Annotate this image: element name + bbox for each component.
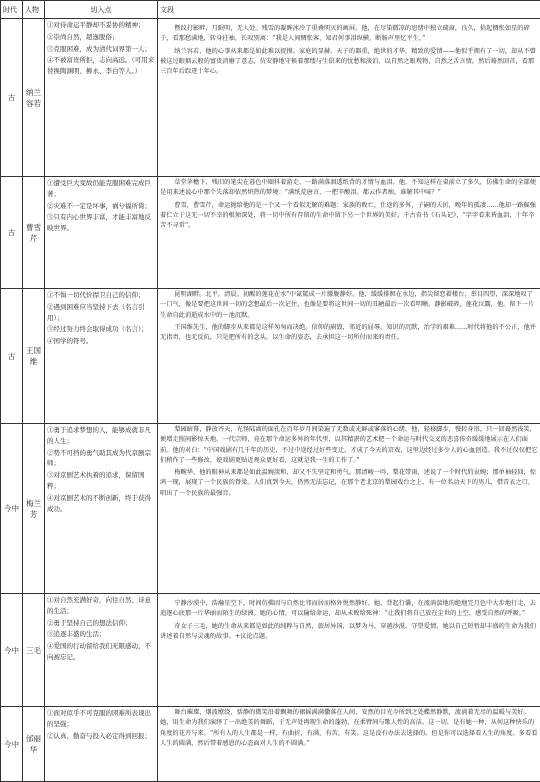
- entry-points-cell: [45, 19, 158, 177]
- passage-paragraph: 舞台璀璨，烟波缭绕，恬静的微笑沿着飘舞的裙摇满满撒落在人间，安然的目光今所到之处蝶然静默，流淌着无尽的温暖与美好。她，用生命为我们演绎了一出绝美的舞蹈，于无声处再现生命的蓬勃，在柔臂间与歌人性的高洁。这一切，是有她一种，从何这种快乐的角度的花开与来。“所有人的人生都是一样，有曲折，有满，有苦，有笑。这是没有办法去选择的。但是你可以选择看人生的角度。多看看人生的圆满，然后带着感恩的心态面对人生的不圆满。”: [160, 708, 538, 749]
- passage-paragraph: 奇女子三毛，她的生命从来都是如此的纯粹与自然，旅居异国，以梦为马，穿越沙漠，守望爱情，她以自己短暂却丰盛的生命为我们讲述着自然与灵魂的故事。+议论点题。: [160, 622, 538, 643]
- table-row: [1, 594, 540, 707]
- header-era: 时代: [1, 1, 23, 19]
- entry-point: ④国学的符号。: [47, 336, 155, 347]
- person-cell: 曹雪芹: [23, 177, 45, 289]
- header-row: [1, 1, 540, 19]
- entry-point: ④不被富贵所拒，志向高远。（可用来替换陶渊明、柳永、李白等人。）: [47, 55, 155, 77]
- passage-paragraph: 梨园暗幕，静放齐天，光怪陆离的面孔在百年岁月间染遍了无数或光鲜或寥落的心绪。他，轻移脚步，慢转身形，只一回蓦然浅笑，便增走照间影惊天地。一代宗师，竟在那个命运多舛的年代里，以其精湛的艺术把一个命运与时代交叉的悲喜传奇缓缓地展示在人们面前。他的对白：“中国戏剧有几千年的历史，不过中途经过好些变迁，才成了今天的京戏，这里边经过多少人的心血创造。我不过仅仅把它们稍作了一些修改，使戏剧更贴近观众更好看，这就是我一生的工作了。”: [160, 425, 538, 466]
- entry-point: ②灾难不一定是坏事，祸兮福所倚；: [47, 201, 155, 212]
- entry-point: ③克服困难，成为清代词界第一人；: [47, 44, 155, 55]
- person-cell: 纳兰容若: [23, 19, 45, 177]
- entry-point: ③经过努力终会取得成功（名言）；: [47, 324, 155, 335]
- era-cell: 古: [1, 289, 23, 424]
- table-row: [1, 707, 540, 782]
- passage-paragraph: 暨纹打影畔，月眠明，无人处。残雪的凝眸冰冷了重叠明灭的画屏。他，在尽染微凉的思绪中独立疏窗，良久，拾起惆怅如星的碎子，看那愁满地，转身拄袖，长叹别离：“我是人间惆怅客，知君何事泪纵横，断肠声里忆平生。”: [160, 24, 538, 45]
- person-cell: 邰丽华: [23, 707, 45, 782]
- passage-cell: [158, 707, 540, 782]
- entry-point: ②崇尚自然，超逸脱俗；: [47, 32, 155, 43]
- entry-point: ②认真、勤奋与投入必定得到回报；: [47, 731, 155, 742]
- person-cell: 三毛: [23, 594, 45, 707]
- entry-point: ②勇于坚持自己的想法信仰；: [47, 618, 155, 629]
- table-row: [1, 19, 540, 177]
- era-cell: 古: [1, 19, 23, 177]
- entry-point: ④对京剧艺术的不断创新，终于获得成功。: [47, 493, 155, 515]
- entry-point: ①不惧一切代价捍卫自己的信仰；: [47, 290, 155, 301]
- era-cell: 今中: [1, 707, 23, 782]
- entry-point: ①遭受巨大变故仍能克服困难完成巨著；: [47, 178, 155, 200]
- passage-paragraph: 梅畹华，他的眼神从来都是如此温婉淡和，却又不失坚定和勇气。那清峻一吟，梨花带雨，述说了一个时代的哀婉；那单袖轻回，惊鸿一现，展现了一个民族的脊梁。人们真到今天，仍然无法忘记，在那个老北京的梨园戏台之上，有一位名动天下的男儿，借青衣之口，唱出了一个民族的最强音。: [160, 468, 538, 499]
- era-cell: 今中: [1, 594, 23, 707]
- passage-cell: [158, 594, 540, 707]
- passage-paragraph: 曹雪，曹雪芹，命运抛给他的是一个又一个看似无解的难题：家族的败亡，仕途的多舛，子嗣的夭折，晚年的孤凄……他却一路倔强着伫立于这无一切不幸的根须深处，将一切中所有存留的生命中留下另一个世界的美好。千古奇书《石头记》，“字字看来皆血泪，十年辛苦不寻常”。: [160, 201, 538, 232]
- header-entry-point: 切入点: [45, 1, 158, 19]
- era-cell: 古: [1, 177, 23, 289]
- entry-point: ①对自然充满好奇，向往自然、诗意的生活；: [47, 595, 155, 617]
- entry-points-cell: [45, 424, 158, 594]
- entry-point: ④爱国的行动留给我们无限感动，不向被忘记。: [47, 641, 155, 663]
- entry-point: ③追逐丰盛的生活；: [47, 629, 155, 640]
- entry-point: ②遇到困难应当坚持下去（名言引用）；: [47, 302, 155, 324]
- table-row: [1, 177, 540, 289]
- entry-point: ③只有内心世界丰富，才能丰富地反映世界。: [47, 212, 155, 234]
- person-cell: 王国维: [23, 289, 45, 424]
- header-passage: 文段: [158, 1, 540, 19]
- entry-point: ①面对似乎不可克服的困难所表现出的坚强；: [47, 708, 155, 730]
- person-cell: 梅兰芳: [23, 424, 45, 594]
- passage-cell: [158, 289, 540, 424]
- passage-paragraph: 纳兰容若，他的心事从来都是如此难以捉摸。家庭的显赫，天子的器重，绝世的才华，精致的爱情——他似乎拥有了一切，却从不曾被这过眼烟云般的富贵消磨了意志，仿安静地守候着那缕与生俱来的忧愁和淡泊，以自然之眼观物，自然之舌言情，然后蓦然回首，看那三百年后踪迹十年心。: [160, 47, 538, 78]
- entry-points-cell: [45, 289, 158, 424]
- entry-point: ③对京剧艺术执着的追求，保留国粹；: [47, 470, 155, 492]
- entry-point: ②势不可挡的勇气助其成为代京剧宗师；: [47, 448, 155, 470]
- passage-paragraph: 草堂茅檐下，残旧的笔尖在暮色中圈抖着游走，一路满落洇透纸背的才情与血泪。他，不知这样在桌前立了多久，仿佛生命的全部便是用来述说心中那个失落却依然炽热的梦境：“满纸荒唐言，一把辛酸泪。都云作者痴，谁解其中味？”: [160, 178, 538, 199]
- entry-point: ①勇于追求梦想的人，能够成就非凡的人生；: [47, 425, 155, 447]
- era-cell: 今中: [1, 424, 23, 594]
- entry-points-cell: [45, 594, 158, 707]
- passage-cell: [158, 177, 540, 289]
- passage-paragraph: 王国维先生，他的脚步从来都是这样匆匆而决绝。信仰的崩毁，邻近的屈辱，知识的沉默，治学的艰难……时代将他的不公正，他并无指责，也无反抗，只是把所有的念头，以生命的姿态，去承担这一切所付而来的责任。: [160, 323, 538, 344]
- header-person: 人物: [23, 1, 45, 19]
- table-row: [1, 424, 540, 594]
- passage-paragraph: 宁静沙漠中，浩瀚星空下，时间仿佛因与自然比邻而居而格外悦然静好。她，背起行囊，在流淌湍地的绝地完月色中大步地行走，去追逐心底那一片华丽而陌生的绿洲。她的心情，可以输给命运，却从未败给死神：“让我们将自己放在尘世的上空，感受自然的呼吸。”: [160, 599, 538, 620]
- entry-point: ①对待命运平静却不妥协的精神；: [47, 20, 155, 31]
- passage-cell: [158, 424, 540, 594]
- entry-points-cell: [45, 707, 158, 782]
- table-row: [1, 289, 540, 424]
- passage-cell: [158, 19, 540, 177]
- passage-paragraph: 昆明湖畔。北平，清晨。初醒的莲花在水”中氤氲成一片朦胧静好。他，缓缓排徊在水边，指尖留恋着楼台，举目四望，深深地叹了一口气，像是要把这世间一切的念想最后一次记住，也像是要将这世间一切的丑陋最后一次看明晰。静影破碎，莲花泣露，他，留下一片生命自此消逝成水中的一池沉默。: [160, 290, 538, 321]
- entry-points-cell: [45, 177, 158, 289]
